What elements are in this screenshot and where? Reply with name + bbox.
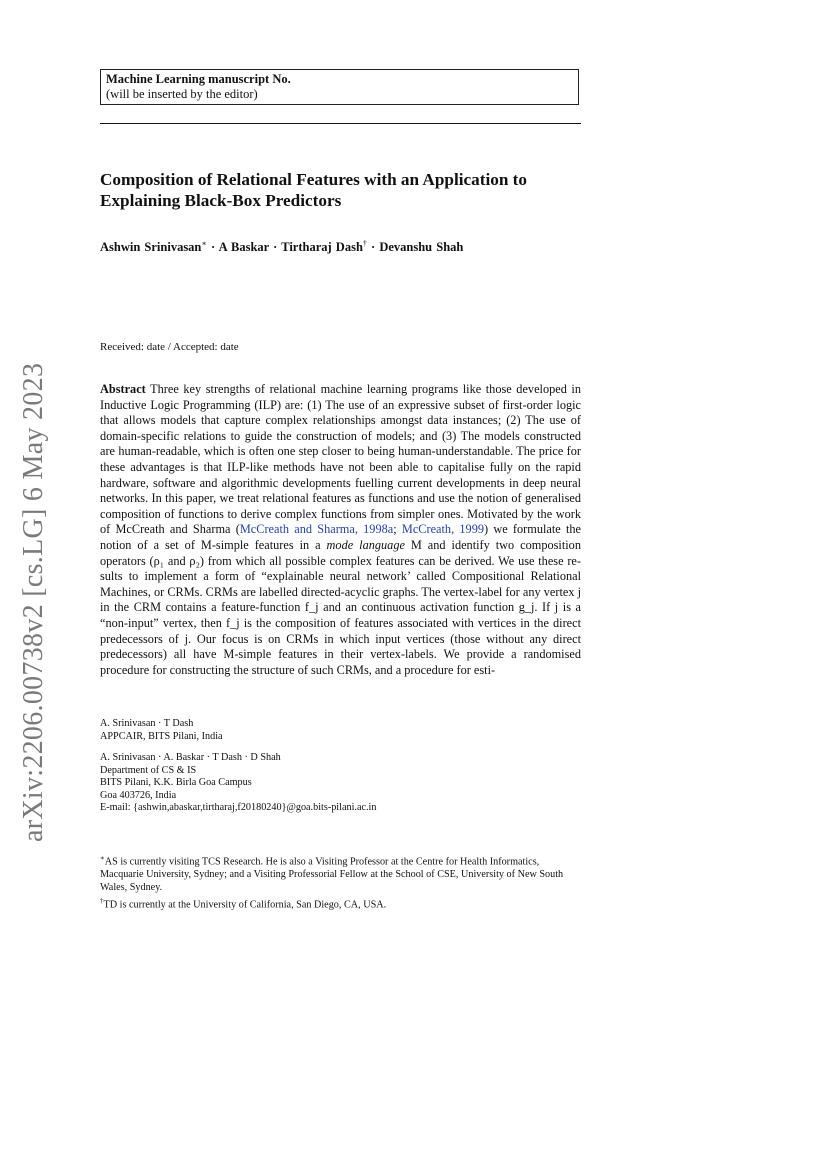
paper-title: Composition of Relational Features with an Application to Explaining Black-Box Predictors	[100, 170, 528, 210]
author-name: Tirtharaj Dash	[281, 240, 363, 255]
received-line: Received: date / Accepted: date	[100, 341, 239, 353]
author-separator: ·	[273, 240, 278, 255]
affiliation-names: A. Srinivasan · A. Baskar · T Dash · D Shah	[100, 752, 281, 763]
affiliation-dept: Department of CS & IS	[100, 764, 197, 776]
abstract-text: Three key strengths of relational machine learning programs like those developed in Inductive Logic Programming (ILP) are: (1) The use of an expressive subset of first-order logic that allows models that capture complex relationships amongst data instances; (2) The use of domain-specific relations to guide the construction of models; and (3) The models constructed are human-readable, which is often one step closer to being human-understandable. The price for these advantages is that ILP-like methods have not been able to capitalise fully on the rapid hardware, software and algorithmic developments fuelling current developments in deep neural networks. In this paper, we treat relational features as functions and use the notion of generalised composition of functions to derive complex functions from simpler ones. Motivated by the work of McCreath and Sharma (	[100, 382, 581, 537]
affiliation-city: Goa 403726, India	[100, 789, 177, 801]
footnote-mark: †	[100, 896, 104, 905]
mode-language-term: mode language	[326, 537, 405, 552]
affiliation-names: A. Srinivasan · T Dash	[100, 718, 194, 729]
footnote-mark: ∗	[100, 854, 105, 862]
abstract-text: ) we formulate the notion of a set of M-simple features in a	[100, 522, 581, 552]
footnote-text: TD is currently at the University of California, San Diego, CA, USA.	[103, 899, 387, 911]
abstract-text: M and identify two composition operators (ρ₁ and ρ₂) from which all possible complex features can be derived. We use these results to implement a form of “explainable neural network’ called Compositional Relational Machines, or CRMs. CRMs are labelled directed-acyclic graphs. The vertex-label for any vertex j in the CRM contains a feature-function f_j and an continuous activation function g_j. If j is a “non-input” vertex, then f_j is the composition of features associated with vertices in the direct predecessors of j. Our focus is on CRMs in which input vertices (those without any direct predecessors) all have M-simple features in their vertex-labels. We provide a randomised procedure for constructing the structure of such CRMs, and a procedure for esti-	[100, 537, 581, 677]
affiliation-campus: BITS Pilani, K.K. Birla Goa Campus	[100, 777, 252, 789]
citation-year: 1999	[459, 522, 484, 537]
footnotes	[100, 852, 581, 912]
footnote-mark: †	[362, 239, 367, 248]
author-name: Ashwin Srinivasan	[100, 240, 202, 255]
arxiv-stamp: arXiv:2206.00738v2 [cs.LG] 6 May 2023	[18, 362, 49, 842]
citation-separator: ;	[393, 522, 402, 537]
author-separator: ·	[210, 240, 216, 255]
footnote-text: AS is currently visiting TCS Research. He is also a Visiting Professor at the Centre for Health Informatics, Macquarie University, Sydney; and a Visiting Professorial Fellow at the School of CSE, University of New South Wales, Sydney.	[100, 856, 564, 893]
author-name: A Baskar	[218, 240, 270, 255]
footnote	[100, 852, 581, 895]
citation-author: McCreath	[401, 522, 452, 537]
abstract	[100, 382, 581, 678]
affiliation-org: APPCAIR, BITS Pilani, India	[100, 730, 223, 742]
footnote-mark: ∗	[201, 239, 207, 248]
header-rule	[100, 123, 581, 124]
footnote	[100, 895, 581, 912]
journal-line: Machine Learning manuscript No.	[106, 72, 291, 86]
affiliation-block	[100, 718, 581, 743]
affiliation-email: E-mail: {ashwin,abaskar,tirtharaj,f20180240}@goa.bits-pilani.ac.in	[100, 802, 377, 814]
citation-link[interactable]: McCreath and Sharma, 1998a	[239, 522, 394, 537]
author-list	[100, 235, 581, 256]
editor-box	[100, 69, 579, 105]
abstract-label: Abstract	[100, 382, 146, 396]
author-name: Devanshu Shah	[379, 240, 464, 255]
citation-link[interactable]: McCreath, 1999	[401, 522, 484, 537]
editor-note: (will be inserted by the editor)	[106, 87, 258, 101]
affiliation-block	[100, 752, 581, 815]
author-separator: ·	[371, 240, 376, 255]
